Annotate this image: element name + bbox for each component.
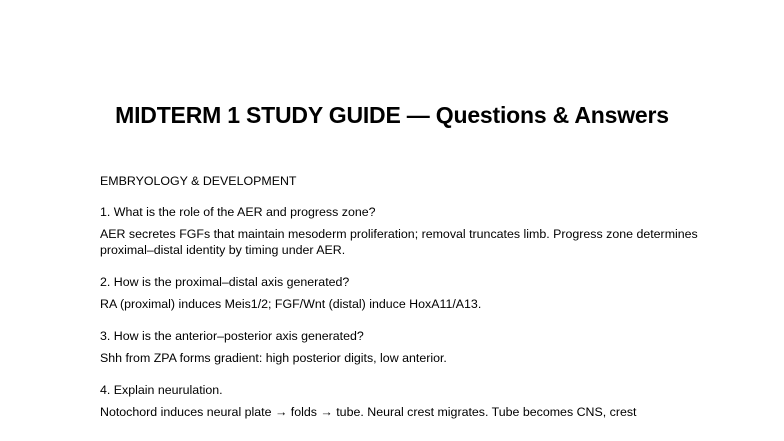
question-3: 3. How is the anterior–posterior axis generated? <box>100 329 364 343</box>
qa-item-4 <box>100 382 700 420</box>
qa-item-3 <box>100 328 700 366</box>
question-2: 2. How is the proximal–distal axis generated? <box>100 275 350 289</box>
answer-3: Shh from ZPA forms gradient: high posterior digits, low anterior. <box>100 351 447 365</box>
section-heading: EMBRYOLOGY & DEVELOPMENT <box>100 174 297 188</box>
question-4: 4. Explain neurulation. <box>100 383 223 397</box>
answer-1: AER secretes FGFs that maintain mesoderm proliferation; removal truncates limb. Progress zone determines proximal–distal identity by timing under AER. <box>100 227 698 257</box>
qa-item-1 <box>100 204 700 258</box>
document-body <box>100 173 700 436</box>
question-1: 1. What is the role of the AER and progress zone? <box>100 205 376 219</box>
qa-item-2 <box>100 274 700 312</box>
answer-2: RA (proximal) induces Meis1/2; FGF/Wnt (distal) induce HoxA11/A13. <box>100 297 482 311</box>
answer-4: Notochord induces neural plate → folds → tube. Neural crest migrates. Tube becomes CNS, crest <box>100 405 637 419</box>
document-title: MIDTERM 1 STUDY GUIDE — Questions & Answers <box>115 102 669 128</box>
